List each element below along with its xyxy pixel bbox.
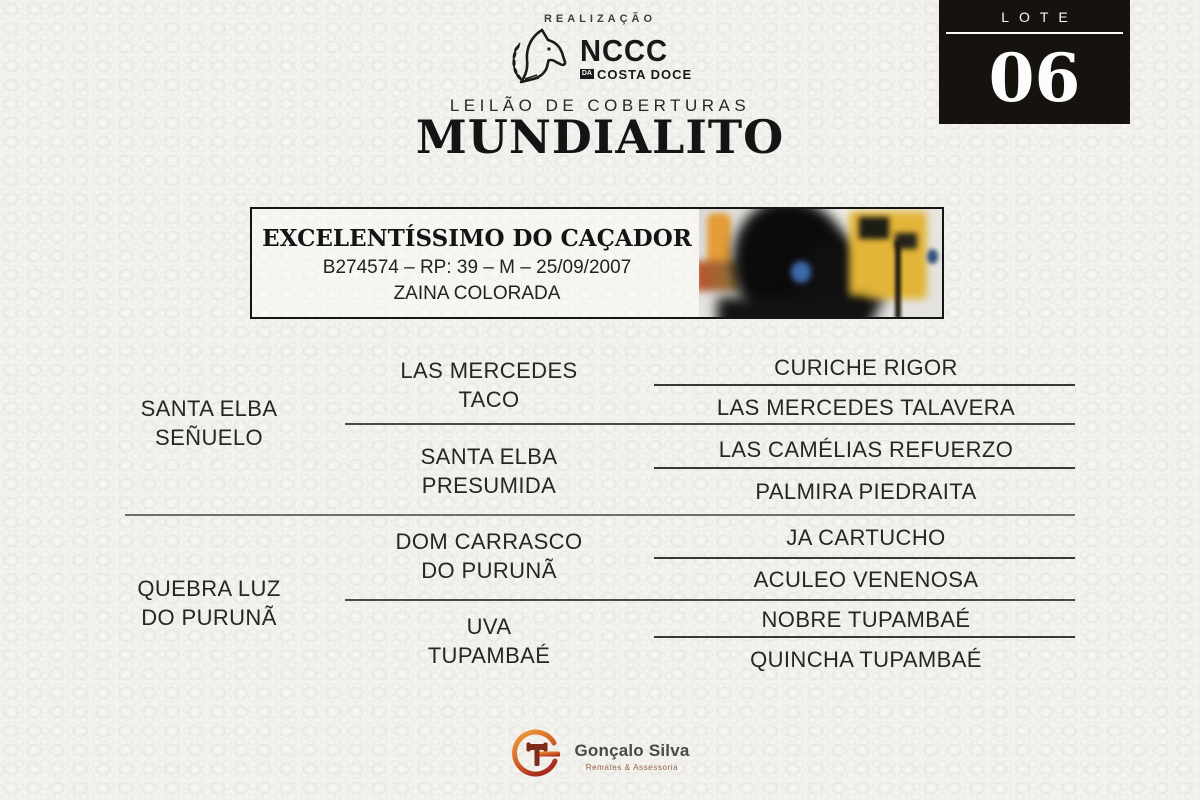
- pedigree-greatgrandparent-7: NOBRE TUPAMBAÉ: [761, 607, 971, 632]
- pedigree-dam-line2: DO PURUNÃ: [141, 605, 277, 630]
- event-type: LEILÃO DE COBERTURAS: [449, 96, 751, 115]
- nccc-acronym: NCCC: [579, 32, 668, 68]
- nccc-subtitle: COSTA DOCE: [596, 66, 693, 82]
- animal-info-box: [250, 207, 944, 319]
- pedigree-grandparent-2-line1: SANTA ELBA: [420, 444, 558, 469]
- pedigree-divider: [654, 557, 1075, 559]
- pedigree-grandparent-1-line2: TACO: [458, 387, 520, 412]
- auctioneer-logo: [0, 728, 1200, 785]
- animal-name: EXCELENTÍSSIMO DO CAÇADOR: [262, 225, 692, 252]
- horse-head-logo-icon: [508, 27, 570, 90]
- pedigree-greatgrandparent-1: CURICHE RIGOR: [774, 355, 958, 380]
- pedigree-grandparent-2-line2: PRESUMIDA: [421, 473, 557, 498]
- pedigree-grandparent-3-line1: DOM CARRASCO: [395, 529, 583, 554]
- pedigree-divider: [654, 384, 1075, 386]
- pedigree-grandparent-3-line2: DO PURUNÃ: [421, 558, 557, 583]
- animal-coat: ZAINA COLORADA: [393, 283, 561, 304]
- auctioneer-tagline: Remates & Assessoria: [585, 763, 679, 772]
- lot-plate: [939, 0, 1130, 124]
- animal-photo: [699, 209, 942, 317]
- pedigree-grandparent-4-line2: TUPAMBAÉ: [427, 643, 551, 668]
- animal-registration: B274574 – RP: 39 – M – 25/09/2007: [322, 257, 632, 278]
- lot-label: LOTE: [1001, 9, 1078, 25]
- lot-number: 06: [988, 39, 1081, 117]
- pedigree-divider: [654, 467, 1075, 469]
- pedigree-greatgrandparent-8: QUINCHA TUPAMBAÉ: [750, 647, 982, 672]
- pedigree-greatgrandparent-2: LAS MERCEDES TALAVERA: [716, 395, 1016, 420]
- nccc-da-badge: DA: [581, 70, 592, 77]
- pedigree-dam-line1: QUEBRA LUZ: [137, 576, 281, 601]
- gavel-g-icon: [510, 728, 562, 785]
- pedigree-main-divider: [125, 514, 1075, 516]
- event-title: MUNDIALITO: [415, 110, 785, 164]
- pedigree-sire-line1: SANTA ELBA: [140, 396, 278, 421]
- pedigree-divider: [345, 423, 1075, 425]
- nccc-wordmark: [579, 32, 693, 82]
- pedigree-greatgrandparent-4: PALMIRA PIEDRAITA: [755, 479, 977, 504]
- pedigree-sire-line2: SEÑUELO: [155, 425, 263, 450]
- pedigree-greatgrandparent-3: LAS CAMÉLIAS REFUERZO: [718, 437, 1014, 462]
- realizacao-label: REALIZAÇÃO: [543, 13, 657, 25]
- pedigree-greatgrandparent-5: JA CARTUCHO: [786, 525, 946, 550]
- pedigree-grandparent-4-line1: UVA: [466, 614, 512, 639]
- pedigree-divider: [345, 599, 1075, 601]
- pedigree-grandparent-1-line1: LAS MERCEDES: [400, 358, 578, 383]
- pedigree-greatgrandparent-6: ACULEO VENENOSA: [753, 567, 979, 592]
- pedigree-divider: [654, 636, 1075, 638]
- auctioneer-name: Gonçalo Silva: [574, 741, 690, 760]
